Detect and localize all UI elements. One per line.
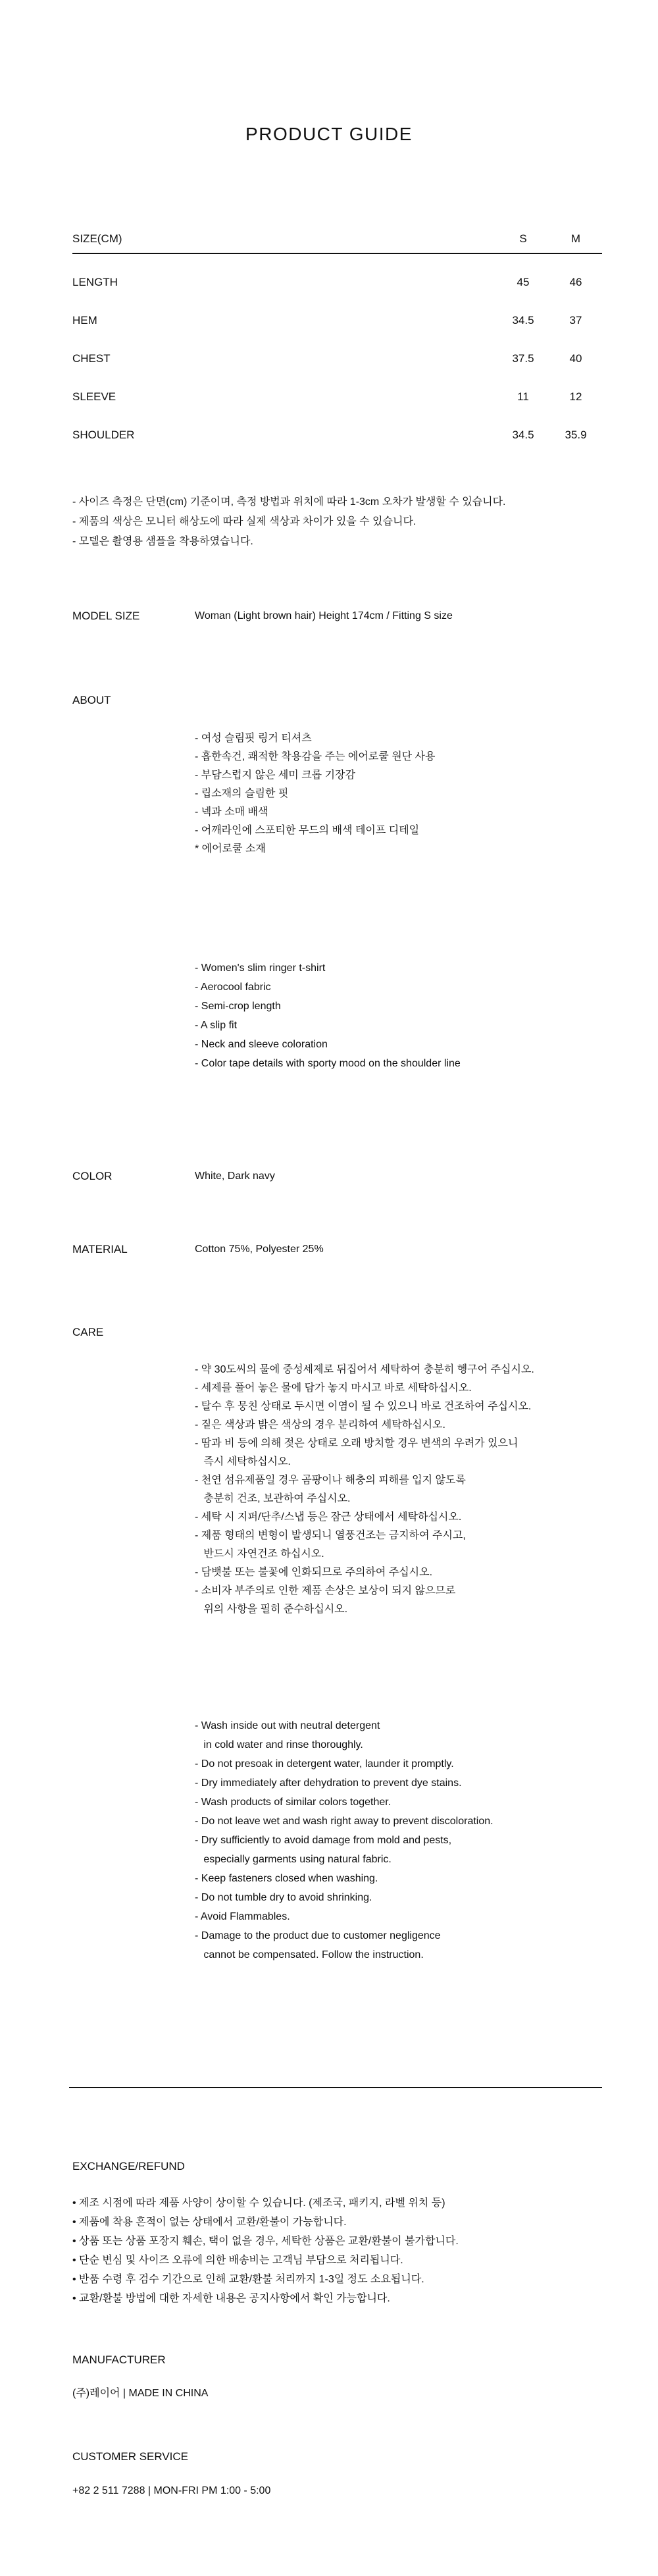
list-line: - 약 30도씨의 물에 중성세제로 뒤집어서 세탁하여 충분히 헹구어 주십시오.: [195, 1364, 534, 1375]
customer-service-value: +82 2 511 7288 | MON-FRI PM 1:00 - 5:00: [72, 2485, 271, 2496]
list-line: * 에어로쿨 소재: [195, 843, 266, 854]
list-line: - Dry immediately after dehydration to prevent dye stains.: [195, 1777, 462, 1789]
model-size-value: Woman (Light brown hair) Height 174cm / Fitting S size: [195, 610, 453, 621]
about-list-english: [195, 959, 602, 1073]
size-table-cell: 12: [569, 390, 582, 403]
size-table-cell: 46: [569, 276, 582, 288]
size-table-cell: 40: [569, 352, 582, 365]
list-line: - Avoid Flammables.: [195, 1911, 290, 1922]
section-model-size: [72, 610, 602, 623]
care-content: [195, 1323, 602, 2003]
list-line: - 사이즈 측정은 단면(cm) 기준이며, 측정 방법과 위치에 따라 1-3cm 오차가 발생할 수 있습니다.: [72, 496, 506, 508]
section-material: [72, 1243, 602, 1256]
size-table-cell: CHEST: [72, 352, 111, 365]
size-table-row: [72, 391, 602, 403]
list-line: - 짙은 색상과 밝은 색상의 경우 분리하여 세탁하십시오.: [195, 1419, 445, 1431]
list-line: - 천연 섬유제품일 경우 곰팡이나 해충의 피해를 입지 않도록: [195, 1475, 466, 1486]
size-table: [72, 232, 602, 441]
size-table-row: [72, 276, 602, 288]
size-table-cell: 45: [517, 276, 530, 288]
section-about: [72, 691, 602, 1111]
size-table-cell: 35.9: [565, 429, 587, 441]
list-line: - 어깨라인에 스포티한 무드의 배색 테이프 디테일: [195, 825, 420, 836]
size-table-header: [72, 232, 602, 246]
size-column-s: S: [519, 232, 527, 245]
list-line: - 모델은 촬영용 샘플을 착용하였습니다.: [72, 536, 253, 547]
care-label: CARE: [72, 1326, 104, 1338]
section-divider: [69, 2087, 602, 2088]
list-line: - Do not presoak in detergent water, launder it promptly.: [195, 1758, 454, 1770]
list-line: 반드시 자연건조 하십시오.: [195, 1548, 324, 1560]
size-table-cell: LENGTH: [72, 276, 118, 288]
list-line: - Keep fasteners closed when washing.: [195, 1873, 378, 1884]
list-line: • 반품 수령 후 검수 기간으로 인해 교환/환불 처리까지 1-3일 정도 소요됩니다.: [72, 2274, 424, 2285]
size-table-cell: 37.5: [512, 352, 534, 365]
care-list-korean: [195, 1361, 602, 1619]
list-line: - Neck and sleeve coloration: [195, 1039, 328, 1050]
about-list-korean: [195, 729, 602, 858]
list-line: - 제품 형태의 변형이 발생되니 열풍건조는 금지하여 주시고,: [195, 1530, 466, 1541]
list-line: especially garments using natural fabric.: [195, 1854, 392, 1865]
size-table-row: [72, 353, 602, 365]
list-line: 즉시 세탁하십시오.: [195, 1456, 291, 1467]
list-line: • 제품에 착용 흔적이 없는 상태에서 교환/환불이 가능합니다.: [72, 2217, 347, 2228]
size-table-row: [72, 315, 602, 327]
list-line: - 여성 슬림핏 링거 티셔츠: [195, 733, 312, 744]
list-line: - Damage to the product due to customer negligence: [195, 1930, 441, 1941]
list-line: • 단순 변심 및 사이즈 오류에 의한 배송비는 고객님 부담으로 처리됩니다.: [72, 2255, 403, 2266]
about-label: ABOUT: [72, 694, 111, 706]
section-color: [72, 1170, 602, 1183]
list-line: - Color tape details with sporty mood on the shoulder line: [195, 1058, 461, 1069]
model-size-label: MODEL SIZE: [72, 610, 140, 622]
page-title: PRODUCT GUIDE: [245, 124, 413, 144]
list-line: - Do not tumble dry to avoid shrinking.: [195, 1892, 372, 1903]
spacer: [195, 897, 602, 920]
list-line: - Wash inside out with neutral detergent: [195, 1720, 380, 1731]
size-table-cell: HEM: [72, 314, 97, 327]
size-table-cell: SHOULDER: [72, 429, 135, 441]
list-line: • 상품 또는 상품 포장지 훼손, 택이 없을 경우, 세탁한 상품은 교환/환불이 불가합니다.: [72, 2236, 459, 2247]
about-content: [195, 691, 602, 1111]
care-list-english: [195, 1716, 602, 1964]
size-table-cell: 37: [569, 314, 582, 327]
manufacturer-value: (주)레이어 | MADE IN CHINA: [72, 2388, 209, 2399]
list-line: - 탈수 후 뭉친 상태로 두시면 이염이 될 수 있으니 바로 건조하여 주십시오.: [195, 1401, 532, 1412]
size-table-row: [72, 429, 602, 441]
size-column-m: M: [570, 232, 581, 245]
color-label: COLOR: [72, 1170, 113, 1182]
size-table-cell: 34.5: [512, 314, 534, 327]
size-notes: [72, 492, 658, 552]
spacer: [195, 1657, 602, 1678]
customer-service-heading: CUSTOMER SERVICE: [72, 2450, 189, 2463]
list-line: in cold water and rinse thoroughly.: [195, 1739, 363, 1750]
color-value: White, Dark navy: [195, 1170, 275, 1182]
size-table-header-label: SIZE(CM): [72, 232, 122, 245]
list-line: - Semi-crop length: [195, 1001, 281, 1012]
manufacturer-heading: MANUFACTURER: [72, 2353, 166, 2366]
list-line: - 제품의 색상은 모니터 해상도에 따라 실제 색상과 차이가 있을 수 있습니다.: [72, 516, 417, 527]
list-line: - A slip fit: [195, 1020, 238, 1031]
material-label: MATERIAL: [72, 1243, 128, 1255]
size-table-body: [72, 276, 602, 441]
exchange-refund-heading: EXCHANGE/REFUND: [72, 2160, 185, 2172]
list-line: - Do not leave wet and wash right away to prevent discoloration.: [195, 1816, 494, 1827]
list-line: • 교환/환불 방법에 대한 자세한 내용은 공지사항에서 확인 가능합니다.: [72, 2293, 390, 2304]
exchange-refund-list: [72, 2194, 602, 2308]
list-line: 위의 사항을 필히 준수하십시오.: [195, 1604, 348, 1615]
list-line: • 제조 시점에 따라 제품 사양이 상이할 수 있습니다. (제조국, 패키지, 라벨 위치 등): [72, 2197, 445, 2209]
list-line: - 세제를 풀어 놓은 물에 담가 놓지 마시고 바로 세탁하십시오.: [195, 1382, 472, 1394]
size-table-rule: [72, 253, 602, 254]
list-line: 충분히 건조, 보관하여 주십시오.: [195, 1493, 351, 1504]
list-line: - Aerocool fabric: [195, 982, 271, 993]
list-line: - Women's slim ringer t-shirt: [195, 962, 326, 974]
size-table-cell: 11: [517, 390, 529, 403]
size-table-cell: SLEEVE: [72, 390, 116, 403]
section-care: [72, 1323, 602, 2003]
list-line: - 땀과 비 등에 의해 젖은 상태로 오래 방치할 경우 변색의 우려가 있으니: [195, 1438, 519, 1449]
list-line: - Dry sufficiently to avoid damage from mold and pests,: [195, 1835, 452, 1846]
list-line: - 립소재의 슬림한 핏: [195, 788, 289, 799]
list-line: - 세탁 시 지퍼/단추/스냅 등은 잠근 상태에서 세탁하십시오.: [195, 1511, 462, 1523]
list-line: - 넥과 소매 배색: [195, 806, 268, 818]
size-table-cell: 34.5: [512, 429, 534, 441]
material-value: Cotton 75%, Polyester 25%: [195, 1244, 324, 1255]
list-line: - 흡한속건, 쾌적한 착용감을 주는 에어로쿨 원단 사용: [195, 751, 436, 762]
list-line: - Wash products of similar colors together.: [195, 1797, 392, 1808]
list-line: cannot be compensated. Follow the instruction.: [195, 1949, 424, 1960]
list-line: - 부담스럽지 않은 세미 크롭 기장감: [195, 770, 355, 781]
list-line: - 담뱃불 또는 불꽃에 인화되므로 주의하여 주십시오.: [195, 1567, 433, 1578]
list-line: - 소비자 부주의로 인한 제품 손상은 보상이 되지 않으므로: [195, 1585, 456, 1596]
